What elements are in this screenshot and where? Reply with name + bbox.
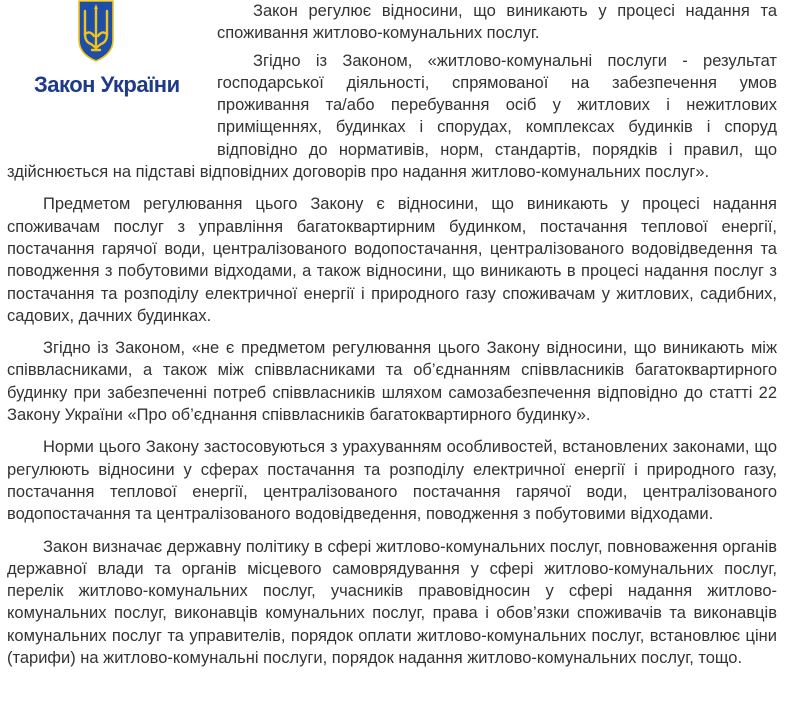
paragraph-subject: Предметом регулювання цього Закону є відносини, що виникають у процесі надання споживачам послуг з управління багатоквартирним будинком, постачання теплової енергії, постачання гарячої води, централізованого водопостачання, централізованого водовідведення та поводження з побутовими відходами, а також відносини, що виникають в процесі надання послуг з постачання та розподілу електричної енергії і природного газу споживачам у житлових, садибних, садових, дачних будинках. [7,195,777,325]
paragraph-definition: Згідно із Законом, «житлово-комунальні послуги - результат господарської діяльності, спрямованої на забезпечення умов проживання та/або перебування осіб у житлових і нежитлових приміщеннях, будинках і спорудах, комплексах будинків і споруд відповідно до нормативів, норм, стандартів, порядків і правил, що здійснюється на підставі відповідних договорів про надання житлово-комунальних послуг». [7,51,777,182]
paragraph-intro: Закон регулює відносини, що виникають у процесі надання та споживання житлово-комунальних послуг. [217,2,777,43]
article-text [7,0,777,679]
paragraph-scope: Закон визначає державну політику в сфері житлово-комунальних послуг, повноваження органів державної влади та органів місцевого самоврядування у сфері житлово-комунальних послуг, перелік житлово-комунальних послуг, учасників правовідносин у сфері надання житлово-комунальних послуг, виконавців комунальних послуг, права і обов’язки споживачів та виконавців комунальних послуг та управителів, порядок оплати житлово-комунальних послуг, встановлює ціни (тарифи) на житлово-комунальні послуги, порядок надання житлово-комунальних послуг, тощо. [7,537,777,668]
paragraph-exclusion: Згідно із Законом, «не є предметом регулювання цього Закону відносини, що виникають між співвласниками, а також між співвласниками та об’єднанням співвласників багатоквартирного будинку при забезпеченні потреб співвласників шляхом самозабезпечення відповідно до статті 22 Закону України «Про об’єднання співвласників багатоквартирного будинку». [7,339,777,425]
paragraph-norms: Норми цього Закону застосовуються з урахуванням особливостей, встановлених законами, що регулюють відносини у сферах постачання та розподілу електричної енергії і природного газу, постачання теплової енергії, централізованого постачання гарячої води, централізованого водопостачання та централізованого водовідведення, поводження з побутовими відходами. [7,438,777,524]
logo-caption: Закон України [34,72,180,97]
